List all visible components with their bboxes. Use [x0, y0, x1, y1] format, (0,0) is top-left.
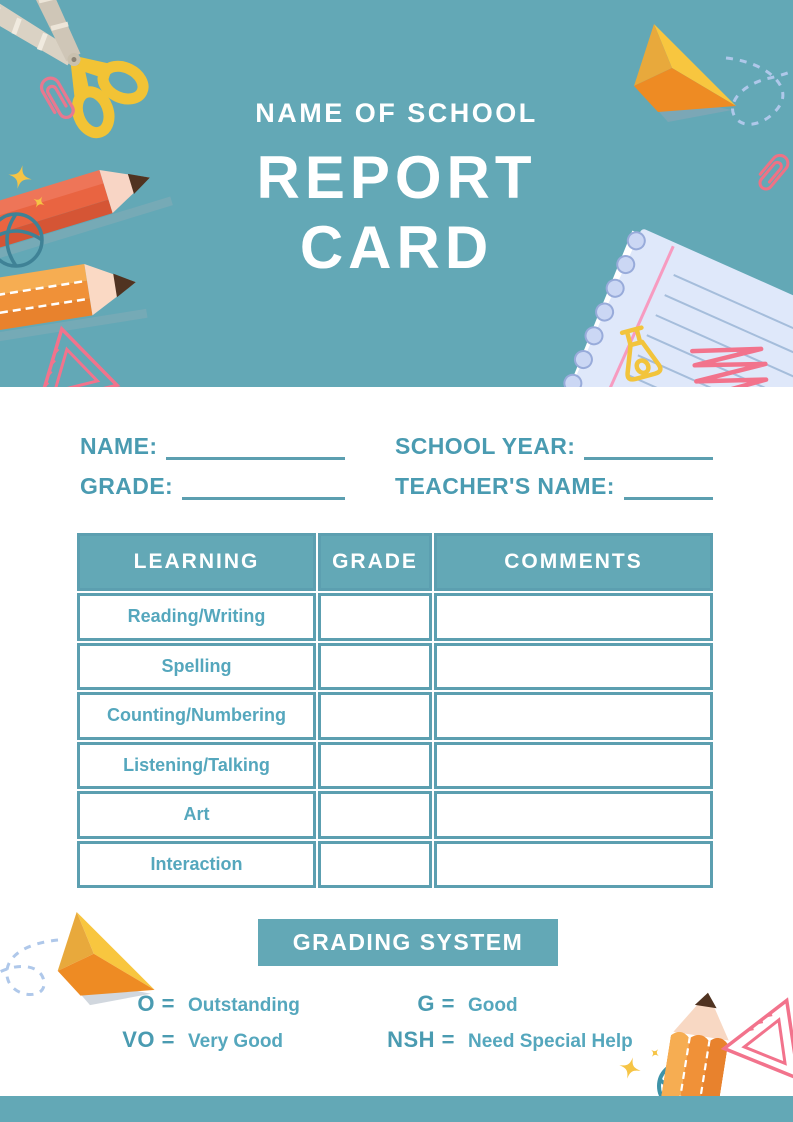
subject-cell: Reading/Writing: [77, 593, 316, 641]
legend-code: O =: [137, 991, 175, 1016]
subject-cell: Interaction: [77, 841, 316, 889]
title-line-card: CARD: [299, 214, 494, 281]
name-field: [80, 434, 345, 460]
grade-label: GRADE:: [80, 473, 174, 499]
grading-system-banner: GRADING SYSTEM: [258, 919, 558, 966]
subject-cell: Art: [77, 791, 316, 839]
name-label: NAME:: [80, 433, 158, 459]
footer-bar: [0, 1096, 793, 1122]
page-title: [0, 143, 793, 283]
comments-cell[interactable]: [434, 593, 713, 641]
subject-cell: Listening/Talking: [77, 742, 316, 790]
grade-field: [80, 474, 345, 500]
legend-code: G =: [417, 991, 455, 1016]
comments-cell[interactable]: [434, 742, 713, 790]
grade-input-line[interactable]: [182, 476, 345, 500]
grade-cell[interactable]: [318, 841, 432, 889]
teacher-name-label: TEACHER'S NAME:: [395, 473, 615, 499]
subject-cell: Spelling: [77, 643, 316, 691]
teacher-name-input-line[interactable]: [624, 476, 713, 500]
comments-cell[interactable]: [434, 791, 713, 839]
title-line-report: REPORT: [256, 144, 537, 211]
legend-item-need-special-help: [360, 1027, 750, 1053]
comments-cell[interactable]: [434, 692, 713, 740]
teacher-name-field: [395, 474, 713, 500]
grade-cell[interactable]: [318, 742, 432, 790]
legend-definition: Very Good: [188, 1031, 284, 1052]
header-learning: LEARNING: [77, 533, 316, 591]
school-year-label: SCHOOL YEAR:: [395, 433, 576, 459]
dashed-trail-icon: [0, 940, 58, 995]
school-name-title: NAME OF SCHOOL: [255, 98, 538, 128]
legend-definition: Outstanding: [188, 995, 300, 1016]
grade-cell[interactable]: [318, 643, 432, 691]
legend-item-very-good: [60, 1027, 360, 1053]
grading-legend: [60, 991, 750, 1053]
grade-cell[interactable]: [318, 593, 432, 641]
legend-item-good: [360, 991, 750, 1017]
subject-cell: Counting/Numbering: [77, 692, 316, 740]
legend-code: VO =: [122, 1027, 175, 1052]
hero-header: [0, 0, 793, 387]
legend-definition: Good: [468, 995, 518, 1016]
grade-cell[interactable]: [318, 692, 432, 740]
legend-code: NSH =: [387, 1027, 455, 1052]
subjects-table: [77, 533, 713, 888]
school-year-input-line[interactable]: [584, 436, 713, 460]
legend-definition: Need Special Help: [468, 1031, 633, 1052]
school-year-field: [395, 434, 713, 460]
grade-cell[interactable]: [318, 791, 432, 839]
comments-cell[interactable]: [434, 841, 713, 889]
legend-item-outstanding: [60, 991, 360, 1017]
comments-cell[interactable]: [434, 643, 713, 691]
name-input-line[interactable]: [166, 436, 345, 460]
header-grade: GRADE: [318, 533, 432, 591]
header-comments: COMMENTS: [434, 533, 713, 591]
